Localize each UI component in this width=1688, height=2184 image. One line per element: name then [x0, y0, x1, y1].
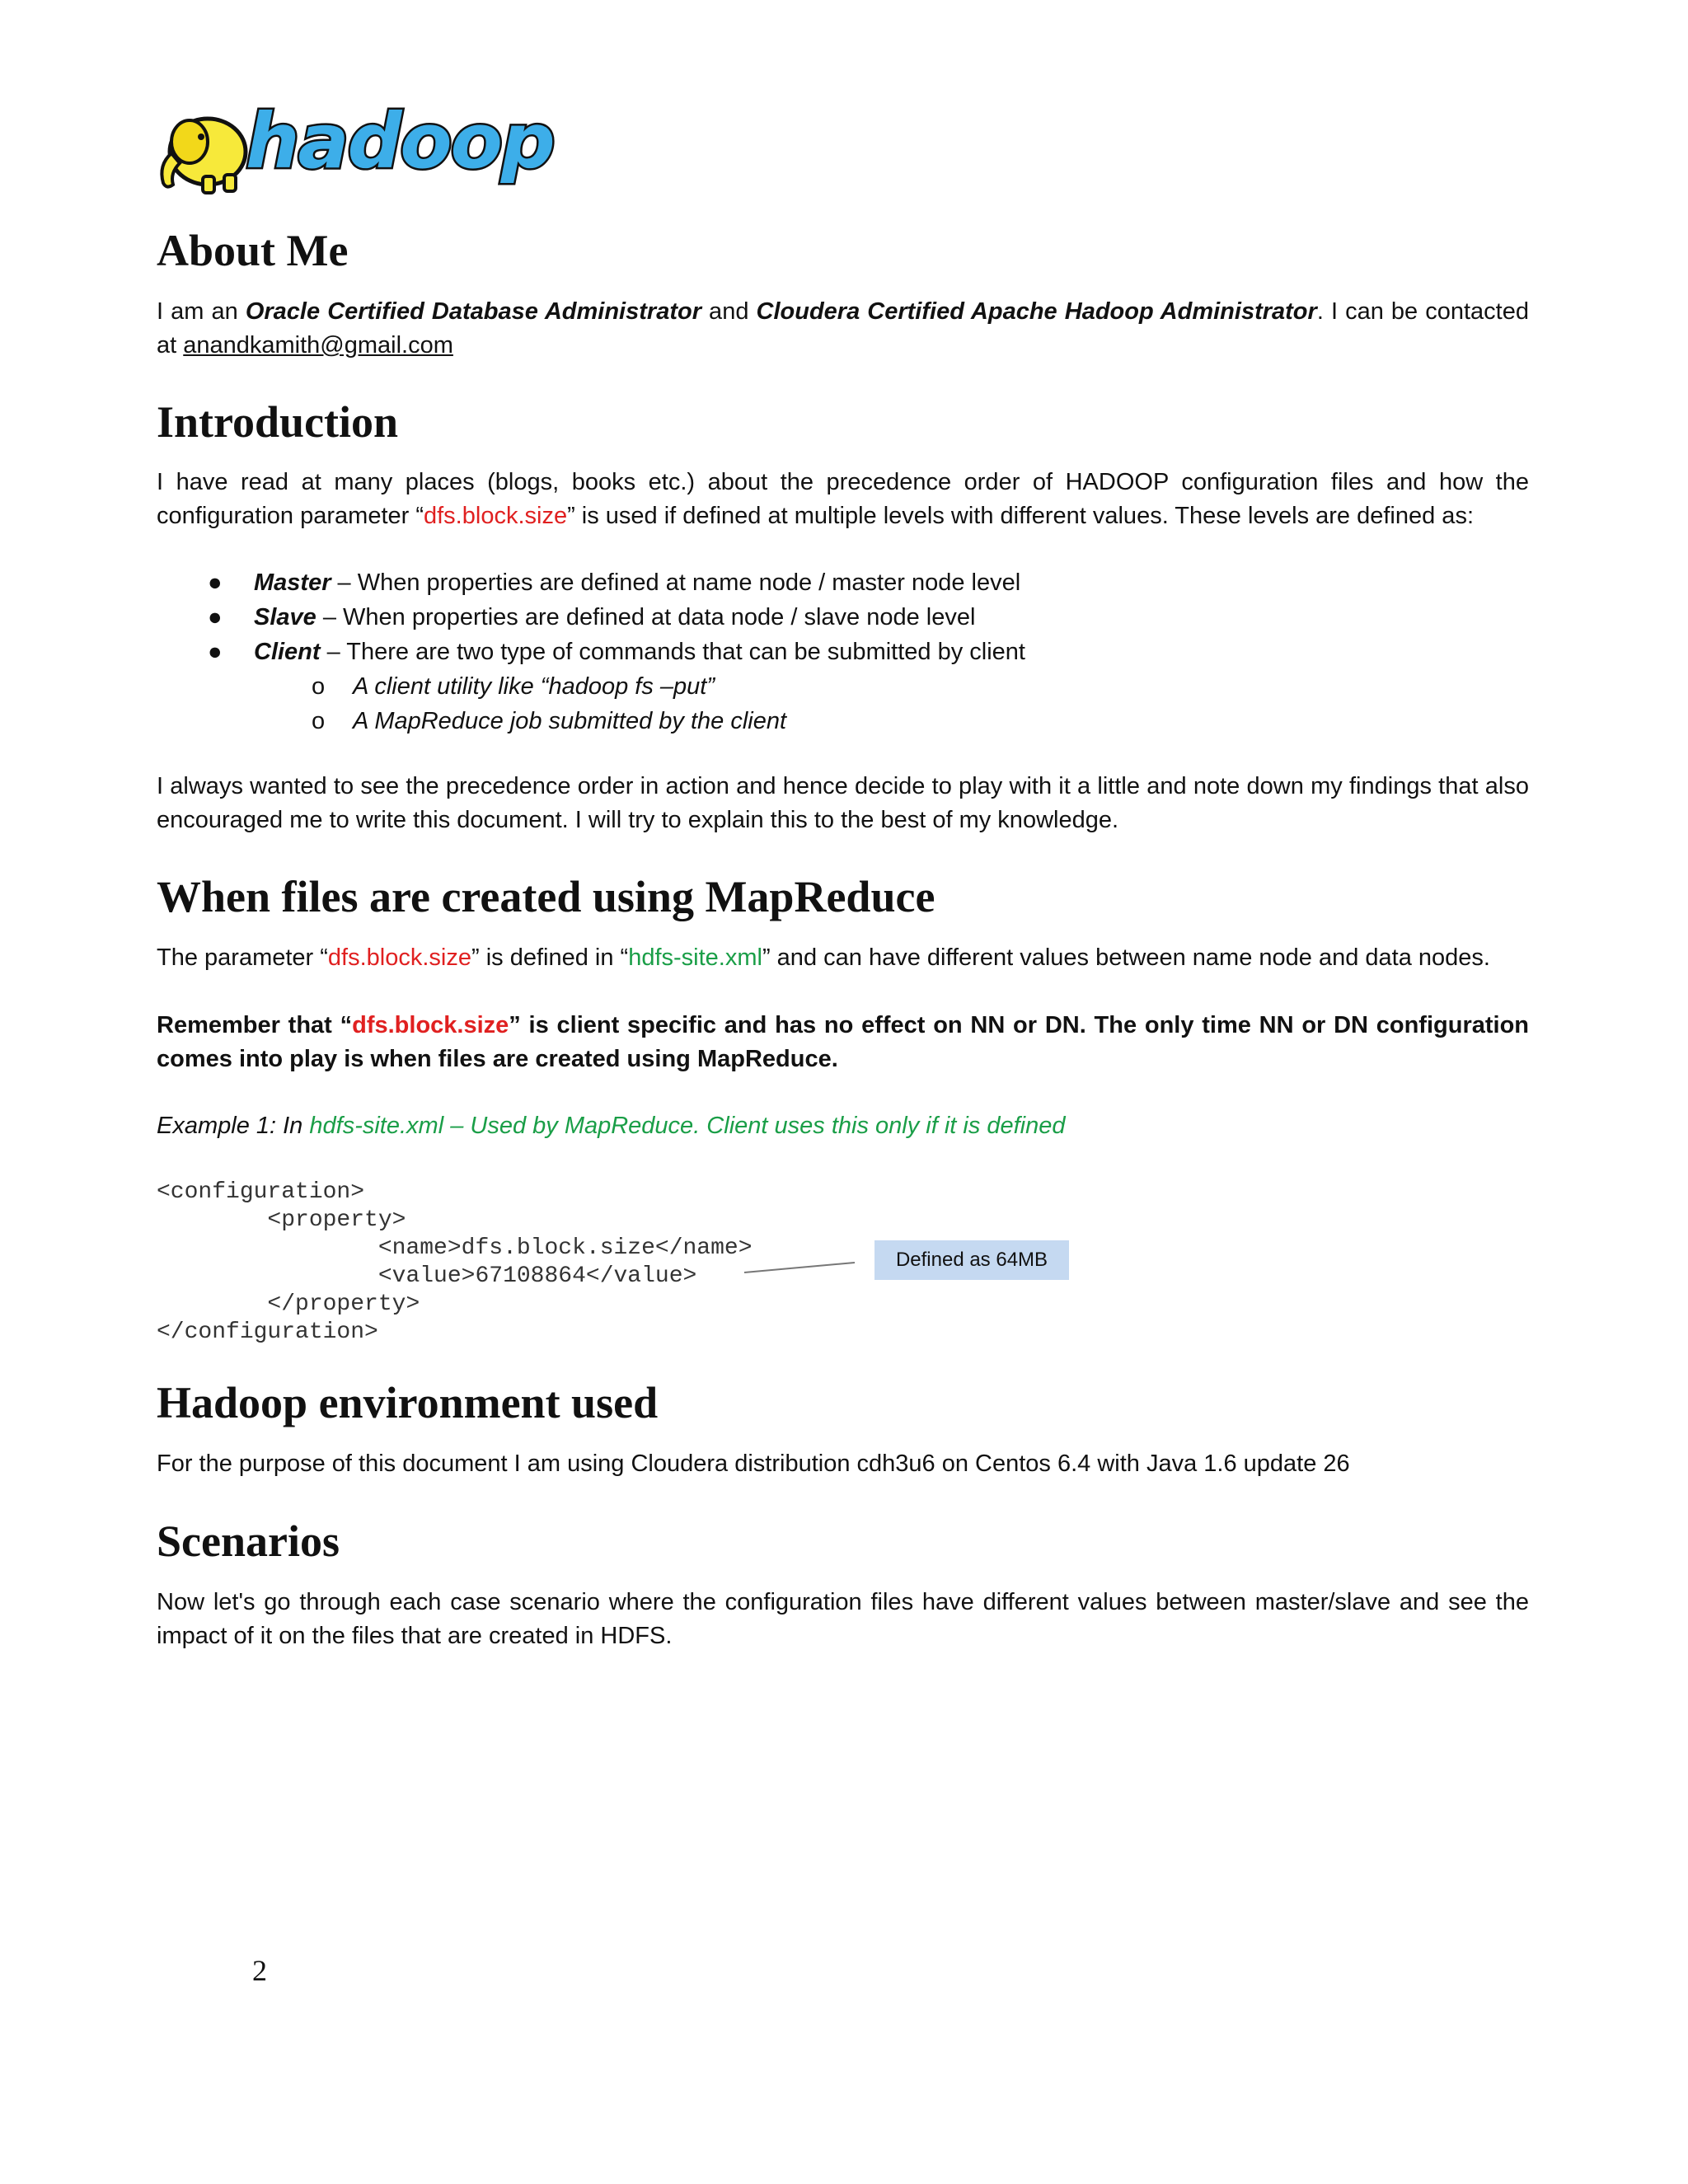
example-caption — [157, 1109, 1529, 1143]
client-commands-list — [254, 669, 1025, 738]
intro-paragraph — [157, 466, 1529, 533]
remember-text-2: ” is client specific and has no effect on NN or DN. The only time NN or DN configuration comes into play is when files are created using MapReduce. — [157, 1012, 1530, 1072]
environment-heading: Hadoop environment used — [157, 1378, 659, 1427]
mr-text-3: ” and can have different values between name node and data nodes. — [762, 944, 1490, 971]
about-paragraph — [157, 295, 1529, 363]
intro-heading: Introduction — [157, 397, 399, 447]
list-item — [198, 635, 1025, 738]
intro-text-2: ” is used if defined at multiple levels with different values. These levels are defined as: — [567, 503, 1474, 529]
callout-box: Defined as 64MB — [874, 1240, 1069, 1280]
bullet-icon: ● — [208, 604, 223, 630]
level-term: Client — [254, 639, 321, 665]
sub-item-text: A client utility like “hadoop fs –put” — [353, 673, 715, 700]
code-line: <property> — [157, 1207, 406, 1233]
level-desc: – There are two type of commands that can be submitted by client — [320, 639, 1025, 665]
list-item — [198, 600, 1025, 635]
about-text-1: I am an — [157, 298, 246, 325]
mapreduce-heading: When files are created using MapReduce — [157, 872, 935, 921]
remember-note — [157, 1009, 1529, 1076]
param-highlight: dfs.block.size — [327, 944, 471, 971]
sub-item-text: A MapReduce job submitted by the client — [353, 708, 787, 734]
about-heading: About Me — [157, 226, 349, 275]
intro-closing: I always wanted to see the precedence order in action and hence decide to play with it a little and note down my findings that also encouraged me to write this document. I will try to explain this to the best of my knowledge. — [157, 773, 1529, 833]
logo-wordmark: hadoop — [246, 97, 554, 185]
about-text-3: . I can be contacted at — [157, 298, 1529, 359]
code-line: </configuration> — [157, 1319, 378, 1345]
circle-bullet-icon: o — [312, 673, 326, 700]
elephant-icon — [153, 101, 252, 198]
intro-text-1: I have read at many places (blogs, books etc.) about the precedence order of HADOOP configuration files and how the configuration parameter “ — [157, 469, 1529, 529]
code-line: <value>67108864</value> — [157, 1263, 697, 1289]
cloudera-cert: Cloudera Certified Apache Hadoop Administrator — [756, 298, 1317, 325]
oracle-cert: Oracle Certified Database Administrator — [245, 298, 701, 325]
list-item — [303, 669, 1025, 704]
example-prefix: Example 1: In — [157, 1113, 310, 1139]
code-line: <name>dfs.block.size</name> — [157, 1235, 753, 1261]
list-item — [198, 565, 1025, 600]
level-term: Slave — [254, 604, 316, 630]
list-item — [303, 704, 1025, 738]
scenarios-heading: Scenarios — [157, 1516, 340, 1566]
about-text-2: and — [701, 298, 757, 325]
hadoop-logo — [153, 97, 554, 198]
email-link[interactable]: anandkamith@gmail.com — [183, 332, 453, 359]
mapreduce-paragraph — [157, 941, 1529, 975]
levels-list — [198, 565, 1025, 738]
circle-bullet-icon: o — [312, 708, 326, 734]
code-line: <configuration> — [157, 1179, 365, 1205]
mr-text-2: ” is defined in “ — [471, 944, 629, 971]
level-term: Master — [254, 569, 331, 596]
example-description: hdfs-site.xml – Used by MapReduce. Client uses this only if it is defined — [309, 1113, 1066, 1139]
environment-text: For the purpose of this document I am using Cloudera distribution cdh3u6 on Centos 6.4 with Java 1.6 update 26 — [157, 1451, 1350, 1477]
level-desc: – When properties are defined at name node / master node level — [331, 569, 1021, 596]
bullet-icon: ● — [208, 639, 223, 665]
level-desc: – When properties are defined at data node / slave node level — [316, 604, 976, 630]
code-line: </property> — [157, 1291, 420, 1317]
bullet-icon: ● — [208, 569, 223, 596]
xml-code-block — [157, 1179, 753, 1347]
scenarios-text: Now let's go through each case scenario where the configuration files have different values between master/slave and see the impact of it on the files that are created in HDFS. — [157, 1589, 1529, 1649]
mr-text-1: The parameter “ — [157, 944, 328, 971]
param-highlight: dfs.block.size — [424, 503, 568, 529]
remember-text-1: Remember that “ — [157, 1012, 353, 1038]
file-highlight: hdfs-site.xml — [628, 944, 762, 971]
param-highlight: dfs.block.size — [352, 1012, 509, 1038]
page-number: 2 — [252, 1954, 267, 1987]
